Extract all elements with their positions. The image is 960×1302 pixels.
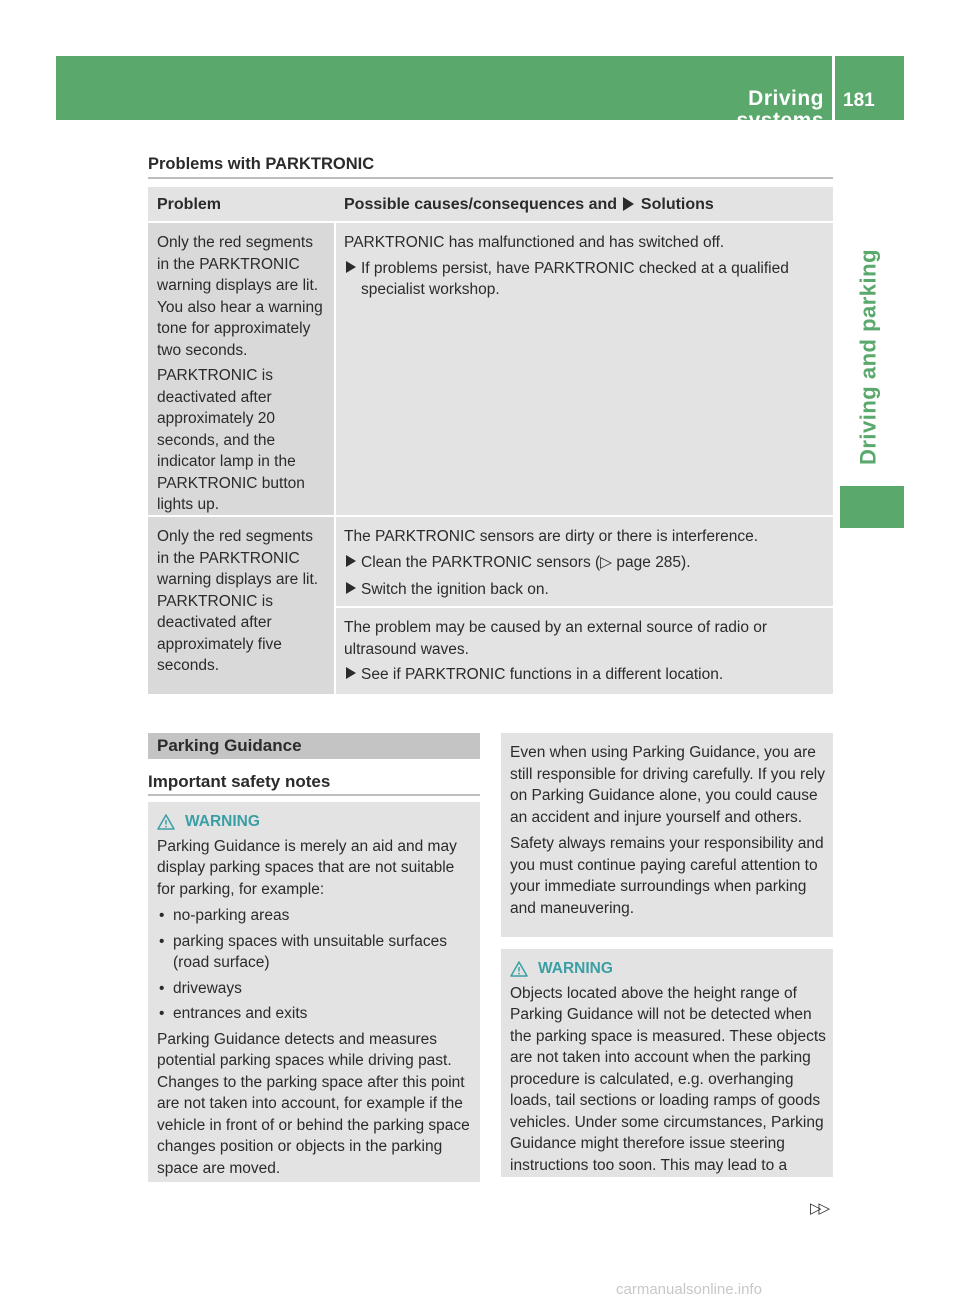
warning-label: WARNING <box>185 813 260 830</box>
side-tab-label: Driving and parking <box>855 248 881 466</box>
side-tab <box>840 232 896 482</box>
table-header <box>148 187 833 221</box>
section-divider <box>148 177 833 179</box>
continued-icon: ▷▷ <box>810 1200 828 1217</box>
warning-triangle-icon <box>157 814 175 830</box>
problem-text: Only the red segments in the PARKTRONIC warning displays are lit. You also hear a warning tone for approximately two seconds. <box>157 234 323 359</box>
warning-outro: Parking Guidance detects and measures potential parking spaces while driving past. Changes to the parking space after this point are not taken into account, for example if the vehicle in front of or behind the parking space changes position or objects in the parking space are moved. <box>157 1030 470 1177</box>
action-text: See if PARKTRONIC functions in a different location. <box>361 666 724 683</box>
warning-triangle-icon <box>510 961 528 977</box>
problem-text: Only the red segments in the PARKTRONIC warning displays are lit. PARKTRONIC is deactivated after approximately five seconds. <box>157 528 319 674</box>
warning-title <box>157 811 473 833</box>
list-item: • parking spaces with unsuitable surfaces (road surface) <box>157 931 473 974</box>
warning-intro: Parking Guidance is merely an aid and may display parking spaces that are not suitable for parking, for example: <box>157 837 457 898</box>
column-header-causes-text: Possible causes/consequences and <box>344 196 618 213</box>
table-row-2-problem <box>148 517 334 694</box>
table-row-1-causes <box>336 223 833 515</box>
subheading-divider <box>148 794 480 796</box>
action-arrow-icon <box>623 197 634 211</box>
column-header-problem: Problem <box>157 196 222 213</box>
action-item <box>344 258 825 301</box>
subheading: Important safety notes <box>148 772 331 791</box>
list-item: • entrances and exits <box>157 1003 473 1025</box>
cause-text: PARKTRONIC has malfunctioned and has switched off. <box>344 234 725 251</box>
list-item: • driveways <box>157 978 473 1000</box>
cause-text: The problem may be caused by an external source of radio or ultrasound waves. <box>344 619 768 658</box>
section-heading: Parking Guidance <box>157 736 302 755</box>
action-arrow-icon <box>346 555 356 567</box>
list-item: • no-parking areas <box>157 905 473 927</box>
note-paragraph: Even when using Parking Guidance, you are still responsible for driving carefully. If you rely on Parking Guidance alone, you could cause an accident and injure yourself and others. <box>510 744 826 826</box>
chapter-title: Driving systems <box>736 87 824 132</box>
note-box <box>501 733 833 937</box>
warning-box <box>148 802 480 1182</box>
action-arrow-icon <box>346 582 356 594</box>
side-tab-marker <box>840 486 904 528</box>
page-number: 181 <box>843 90 875 111</box>
cause-text: The PARKTRONIC sensors are dirty or there is interference. <box>344 528 759 545</box>
action-text: Clean the PARKTRONIC sensors (▷ page 285). <box>361 553 691 571</box>
table-row-2-causes-a <box>336 517 833 606</box>
section-title: Problems with PARKTRONIC <box>148 155 375 173</box>
warning-title <box>510 958 826 980</box>
action-text: Switch the ignition back on. <box>361 581 549 598</box>
table-row-1-problem <box>148 223 334 515</box>
warning-box <box>501 949 833 1177</box>
note-paragraph: Safety always remains your responsibility and you must continue paying careful attention to your immediate surroundings when parking and maneuvering. <box>510 835 824 917</box>
action-text: If problems persist, have PARKTRONIC checked at a qualified specialist workshop. <box>361 259 789 298</box>
warning-text: Objects located above the height range of Parking Guidance will not be detected when the parking space is measured. These objects are not taken into account when the parking procedure is calculated, e.g. overhanging loads, tail sections or loading ramps of goods vehicles. Under some circumstances, Parking Guidance might therefore issue steering instructions too soon. This may lead to a <box>510 984 826 1174</box>
watermark: carmanualsonline.info <box>616 1281 762 1298</box>
action-item <box>344 664 825 686</box>
action-item <box>344 579 825 601</box>
header-divider <box>832 56 835 120</box>
column-header-solutions-text: Solutions <box>640 196 714 213</box>
column-header-causes <box>344 194 714 216</box>
action-arrow-icon <box>346 667 356 679</box>
table-row-2-causes-b <box>336 608 833 694</box>
section-heading-bar <box>148 733 480 759</box>
action-item <box>344 552 825 574</box>
problem-text: PARKTRONIC is deactivated after approximately 20 seconds, and the indicator lamp in the PARKTRONIC button lights up. <box>157 367 305 513</box>
action-arrow-icon <box>346 261 356 273</box>
warning-label: WARNING <box>538 960 613 977</box>
